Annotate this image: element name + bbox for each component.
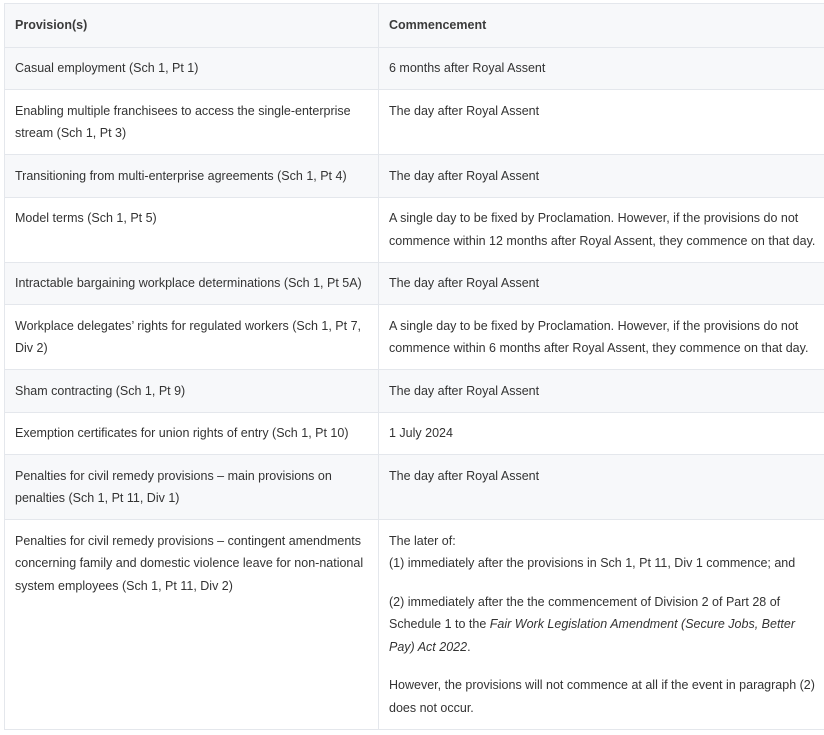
commencement-paragraph (389, 530, 822, 575)
commencement-paragraph (389, 591, 822, 659)
provision-cell: Penalties for civil remedy provisions – main provisions on penalties (Sch 1, Pt 11, Div 1) (5, 455, 379, 520)
table-row (5, 262, 824, 305)
table-row (5, 155, 824, 198)
provision-cell: Exemption certificates for union rights of entry (Sch 1, Pt 10) (5, 412, 379, 455)
commencement-table (4, 3, 824, 730)
commencement-item-2-end: . (467, 639, 471, 654)
commencement-cell (379, 520, 824, 730)
commencement-cell: The day after Royal Assent (379, 90, 824, 155)
commencement-cell: A single day to be fixed by Proclamation. However, if the provisions do not commence within 6 months after Royal Assent, they commence on that day. (379, 305, 824, 370)
commencement-cell: The day after Royal Assent (379, 155, 824, 198)
header-provisions: Provision(s) (5, 4, 379, 48)
act-title: Fair Work Legislation Amendment (Secure Jobs, Better Pay) Act 2022 (389, 617, 795, 654)
provision-cell: Model terms (Sch 1, Pt 5) (5, 197, 379, 262)
table-row (5, 47, 824, 90)
provision-cell: Intractable bargaining workplace determinations (Sch 1, Pt 5A) (5, 262, 379, 305)
table-header-row (5, 4, 824, 48)
commencement-cell: The day after Royal Assent (379, 370, 824, 413)
table-row (5, 455, 824, 520)
provision-cell: Sham contracting (Sch 1, Pt 9) (5, 370, 379, 413)
provision-cell: Workplace delegates’ rights for regulated workers (Sch 1, Pt 7, Div 2) (5, 305, 379, 370)
provision-cell: Transitioning from multi-enterprise agreements (Sch 1, Pt 4) (5, 155, 379, 198)
commencement-cell: A single day to be fixed by Proclamation. However, if the provisions do not commence within 12 months after Royal Assent, they commence on that day. (379, 197, 824, 262)
commencement-cell: The day after Royal Assent (379, 455, 824, 520)
commencement-note: However, the provisions will not commence at all if the event in paragraph (2) does not occur. (389, 678, 815, 715)
commencement-item-2-text: (2) immediately after the the commencement of Division 2 of Part 28 of Schedule 1 to the (389, 594, 781, 631)
table-row (5, 412, 824, 455)
provision-cell: Enabling multiple franchisees to access the single-enterprise stream (Sch 1, Pt 3) (5, 90, 379, 155)
table-row (5, 90, 824, 155)
commencement-table-container (4, 3, 824, 730)
commencement-item-1: (1) immediately after the provisions in Sch 1, Pt 11, Div 1 commence; and (389, 556, 796, 570)
table-row (5, 197, 824, 262)
commencement-cell: The day after Royal Assent (379, 262, 824, 305)
table-row (5, 370, 824, 413)
table-row (5, 520, 824, 730)
provision-cell: Casual employment (Sch 1, Pt 1) (5, 47, 379, 90)
header-commencement: Commencement (379, 4, 824, 48)
commencement-cell: 6 months after Royal Assent (379, 47, 824, 90)
provision-cell: Penalties for civil remedy provisions – contingent amendments concerning family and domestic violence leave for non-national system employees (Sch 1, Pt 11, Div 2) (5, 520, 379, 730)
commencement-cell: 1 July 2024 (379, 412, 824, 455)
table-row (5, 305, 824, 370)
commencement-intro: The later of: (389, 533, 456, 548)
